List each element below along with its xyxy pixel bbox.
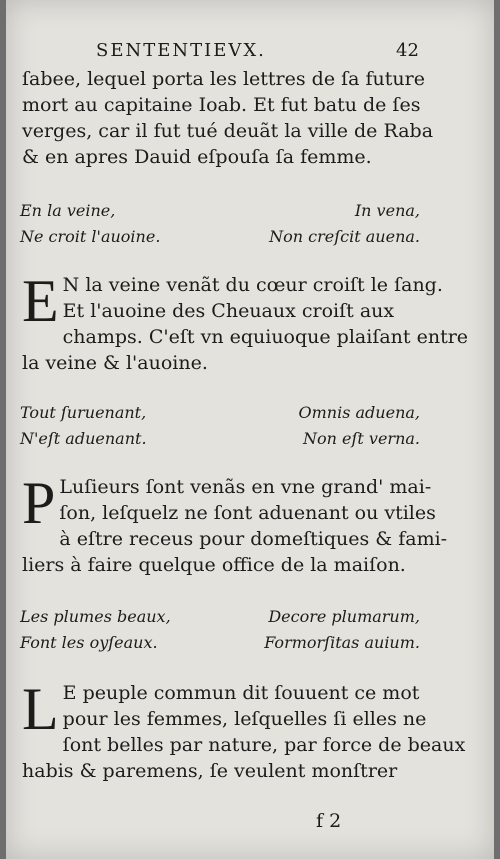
text-line: Luſieurs ſont venãs en vne grand' mai-: [59, 476, 432, 498]
proverb-french: En la veine,: [20, 201, 116, 220]
proverb-pair-2: [20, 400, 420, 452]
signature-mark: f 2: [316, 810, 342, 832]
text-line: N la veine venãt du cœur croiſt le ſang.: [62, 274, 443, 296]
text-line: liers à faire quelque office de la maiſon.: [22, 554, 406, 576]
text-line: pour les femmes, leſquelles ſi elles ne: [62, 708, 427, 730]
proverb-latin: Formorſitas auium.: [264, 633, 420, 652]
text-line: E peuple commun dit ſouuent ce mot: [62, 682, 420, 704]
page-number: 42: [396, 40, 419, 61]
proverb-latin: Decore plumarum,: [268, 607, 420, 626]
text-line: Et l'auoine des Cheuaux croiſt aux: [62, 300, 395, 322]
book-page: [6, 0, 494, 859]
text-line: ſon, leſquelz ne ſont aduenant ou vtiles: [59, 502, 436, 524]
proverb-latin: Non creſcit auena.: [269, 227, 420, 246]
proverb-latin: In vena,: [354, 201, 420, 220]
proverb-french: Ne croit l'auoine.: [20, 227, 161, 246]
drop-cap: E: [22, 268, 59, 334]
proverb-french: N'eſt aduenant.: [20, 429, 147, 448]
proverb-latin: Non eſt verna.: [302, 429, 420, 448]
proverb-french: Tout ſuruenant,: [20, 403, 147, 422]
text-line: champs. C'eſt vn equiuoque plaiſant entre: [62, 326, 469, 348]
text-line: à eſtre receus pour domeſtiques & fami-: [59, 528, 448, 550]
text-line: la veine & l'auoine.: [22, 352, 208, 374]
commentary-2: [22, 470, 448, 578]
proverb-french: Les plumes beaux,: [20, 607, 171, 626]
drop-cap: L: [22, 676, 59, 742]
commentary-3: [22, 676, 466, 784]
proverb-pair-1: [20, 198, 420, 250]
text-line: habis & paremens, ſe veulent monſtrer: [22, 760, 398, 782]
drop-cap: P: [22, 470, 56, 536]
text-line: ſont belles par nature, par force de beaux: [62, 734, 466, 756]
proverb-french: Font les oyſeaux.: [20, 633, 158, 652]
running-header: SENTENTIEVX.: [96, 40, 266, 61]
proverb-latin: Omnis aduena,: [298, 403, 420, 422]
commentary-1: [22, 268, 469, 376]
proverb-pair-3: [20, 604, 420, 656]
text-line: mort au capitaine Ioab. Et fut batu de ſes: [22, 94, 421, 116]
text-line: & en apres Dauid eſpouſa ſa femme.: [22, 146, 372, 168]
text-line: ſabee, lequel porta les lettres de ſa future: [22, 68, 425, 90]
intro-paragraph: [22, 66, 434, 170]
text-line: verges, car il fut tué deuãt la ville de Raba: [22, 120, 434, 142]
